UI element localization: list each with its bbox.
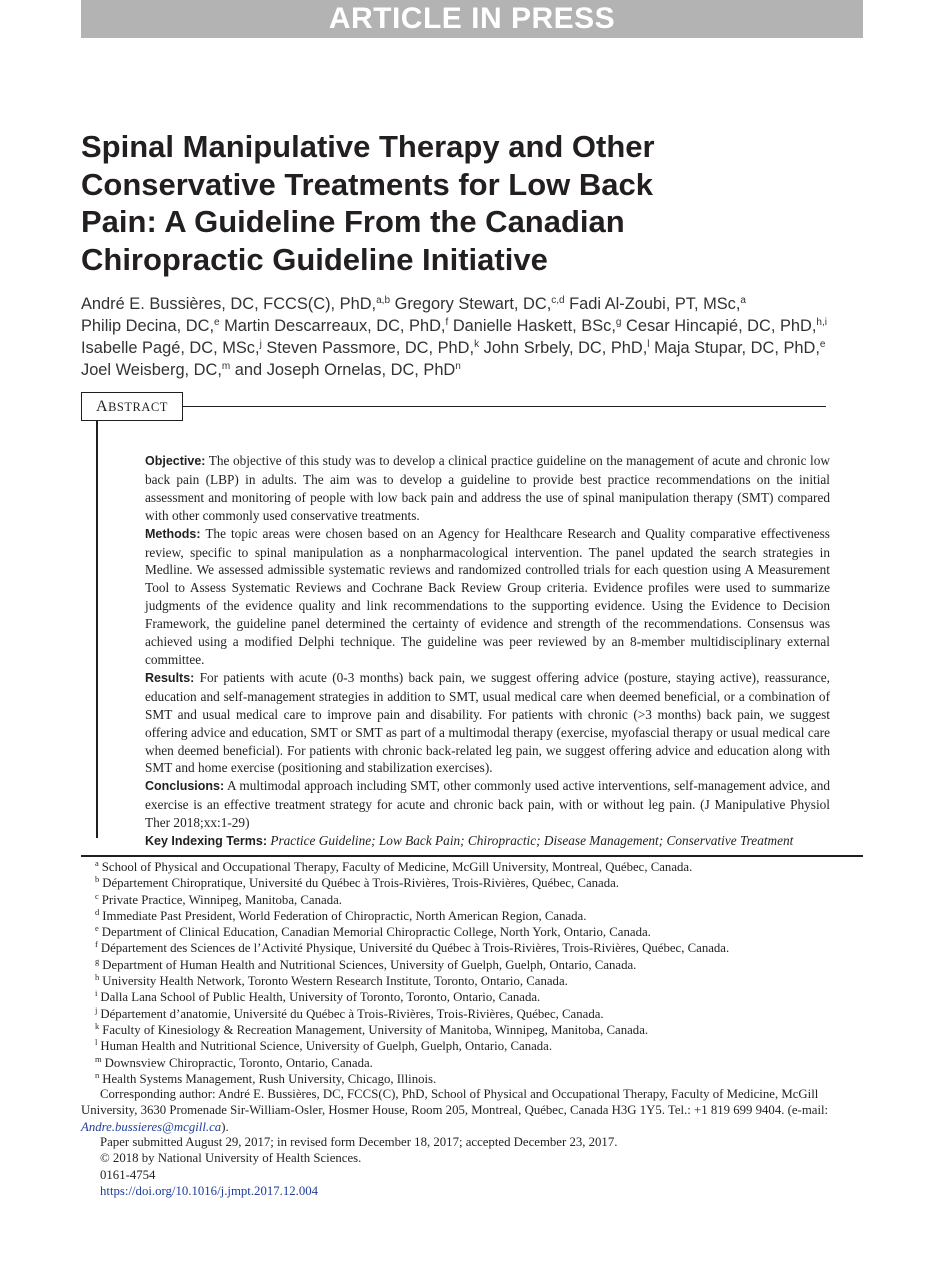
article-meta bbox=[100, 1134, 860, 1199]
abstract-body bbox=[145, 452, 830, 851]
affiliation-item: $^b$ Département Chiropratique, Université du Québec à Trois-Rivières, Trois-Rivières, Québec, Canada. bbox=[95, 874, 619, 891]
submission-dates: Paper submitted August 29, 2017; in revised form December 18, 2017; accepted December 23, 2017. bbox=[100, 1135, 618, 1149]
author: Gregory Stewart, DC,$^{c,d}$ bbox=[394, 295, 565, 313]
affiliation-item: $^j$ Département d’anatomie, Université du Québec à Trois-Rivières, Trois-Rivières, Québec, Canada. bbox=[95, 1004, 604, 1021]
issn: 0161-4754 bbox=[100, 1167, 156, 1182]
affiliation-item: $^m$ Downsview Chiropractic, Toronto, Ontario, Canada. bbox=[95, 1053, 373, 1070]
abstract-methods: Methods: The topic areas were chosen based on an Agency for Healthcare Research and Quality comparative effectiveness review, specific to spinal manipulation as a nonpharmacological intervention. The panel updated the search strategies in Medline. We assessed admissible systematic reviews and randomized controlled trials for each question using A Measurement Tool to Assess Systematic Reviews and Cochrane Back Review Group criteria. Evidence profiles were used to summarize judgments of the evidence quality and link recommendations to the supporting evidence. Using the Evidence to Decision Framework, the guideline panel determined the certainty of evidence and strength of the recommendations. Consensus was achieved using a modified Delphi technique. The guideline was peer reviewed by an 8-member multidisciplinary external committee. bbox=[145, 525, 830, 667]
author-email-link[interactable]: Andre.bussieres@mcgill.ca bbox=[81, 1119, 222, 1134]
affiliation-item: $^g$ Department of Human Health and Nutritional Sciences, University of Guelph, Guelph, Ontario, Canada. bbox=[95, 955, 637, 972]
article-title: Spinal Manipulative Therapy and Other Conservative Treatments for Low Back Pain: A Guideline From the Canadian Chiropractic Guideline Initiative bbox=[81, 129, 655, 277]
affiliation-item: $^l$ Human Health and Nutritional Science, University of Guelph, Guelph, Ontario, Canada. bbox=[95, 1037, 553, 1054]
copyright-line: © 2018 by National University of Health Sciences. bbox=[100, 1151, 362, 1166]
affiliation-item: $^n$ Health Systems Management, Rush University, Chicago, Illinois. bbox=[95, 1069, 437, 1086]
author: André E. Bussières, DC, FCCS(C), PhD,$^{a,b}$ bbox=[81, 295, 391, 313]
abstract-conclusions: Conclusions: A multimodal approach including SMT, other commonly used active interventions, self-management advice, and exercise is an effective treatment strategy for acute and chronic back pain, with or without leg pain. (J Manipulative Physiol Ther 2018;xx:1-29) bbox=[145, 778, 831, 831]
author: Danielle Haskett, BSc,$^g$ bbox=[452, 317, 622, 335]
article-in-press-banner: ARTICLE IN PRESS bbox=[81, 0, 863, 38]
affiliation-item: $^i$ Dalla Lana School of Public Health, University of Toronto, Toronto, Ontario, Canada. bbox=[95, 988, 541, 1005]
author: Martin Descarreaux, DC, PhD,$^f$ bbox=[224, 317, 449, 335]
affiliation-list bbox=[95, 859, 855, 1087]
author: Steven Passmore, DC, PhD,$^k$ bbox=[266, 339, 480, 357]
author: Joel Weisberg, DC,$^m$ bbox=[81, 361, 231, 379]
author-list bbox=[81, 293, 871, 381]
affiliation-item: $^d$ Immediate Past President, World Federation of Chiropractic, North American Region, Canada. bbox=[95, 906, 587, 923]
affiliation-item: $^f$ Département des Sciences de l’Activité Physique, Université du Québec à Trois-Rivières, Trois-Rivières, Québec, Canada. bbox=[95, 939, 730, 956]
author: Philip Decina, DC,$^e$ bbox=[81, 317, 220, 335]
affiliation-item: $^e$ Department of Clinical Education, Canadian Memorial Chiropractic College, North York, Ontario, Canada. bbox=[95, 923, 651, 940]
author: John Srbely, DC, PhD,$^l$ bbox=[483, 339, 650, 357]
abstract-heading: ABSTRACT bbox=[81, 392, 183, 421]
affiliation-item: $^k$ Faculty of Kinesiology & Recreation Management, University of Manitoba, Winnipeg, Manitoba, Canada. bbox=[95, 1020, 649, 1037]
affiliation-item: $^a$ School of Physical and Occupational Therapy, Faculty of Medicine, McGill University, Montreal, Québec, Canada. bbox=[95, 858, 693, 874]
abstract-rule bbox=[183, 406, 826, 407]
footnote-rule bbox=[81, 855, 863, 857]
abstract-results: Results: For patients with acute (0-3 months) back pain, we suggest offering advice (posture, staying active), reassurance, education and self-management strategies in addition to SMT, usual medical care when deemed beneficial, or a combination of SMT and usual medical care to improve pain and disability. For patients with chronic (>3 months) back pain, we suggest offering advice and education, SMT or SMT as part of a multimodal therapy (exercise, myofascial therapy or usual medical care when deemed beneficial). For patients with chronic back-related leg pain, we suggest offering advice and education along with SMT and home exercise (positioning and stabilization exercises). bbox=[145, 669, 831, 776]
key-indexing-terms: Key Indexing Terms: Practice Guideline; Low Back Pain; Chiropractic; Disease Management; Conservative Treatment bbox=[145, 833, 794, 849]
author: and Joseph Ornelas, DC, PhD$^n$ bbox=[234, 361, 461, 379]
doi-link[interactable]: https://doi.org/10.1016/j.jmpt.2017.12.004 bbox=[100, 1183, 319, 1198]
author: Fadi Al-Zoubi, PT, MSc,$^a$ bbox=[569, 295, 746, 313]
abstract-side-rule bbox=[96, 421, 98, 838]
abstract-objective: Objective: The objective of this study was to develop a clinical practice guideline on the management of acute and chronic low back pain (LBP) in adults. The aim was to develop a guideline to provide best practice recommendations on the initial assessment and monitoring of people with low back pain and address the use of spinal manipulation therapy (SMT) compared with other commonly used conservative treatments. bbox=[145, 453, 830, 523]
author: Maja Stupar, DC, PhD,$^e$ bbox=[654, 339, 826, 357]
author: Cesar Hincapié, DC, PhD,$^{h,i}$ bbox=[626, 317, 827, 335]
affiliation-item: $^c$ Private Practice, Winnipeg, Manitoba, Canada. bbox=[95, 890, 342, 907]
affiliation-item: $^h$ University Health Network, Toronto Western Research Institute, Toronto, Ontario, Canada. bbox=[95, 972, 568, 989]
corresponding-author: Corresponding author: André E. Bussières, DC, FCCS(C), PhD, School of Physical and Occupational Therapy, Faculty of Medicine, McGill University, 3630 Promenade Sir-William-Osler, Hosmer House, Room 205, Montreal, Québec, Canada H3G 1Y5. Tel.: +1 819 699 9404. (e-mail: Andre.bussieres@mcgill.ca). bbox=[81, 1087, 829, 1134]
author: Isabelle Pagé, DC, MSc,$^j$ bbox=[81, 339, 262, 357]
